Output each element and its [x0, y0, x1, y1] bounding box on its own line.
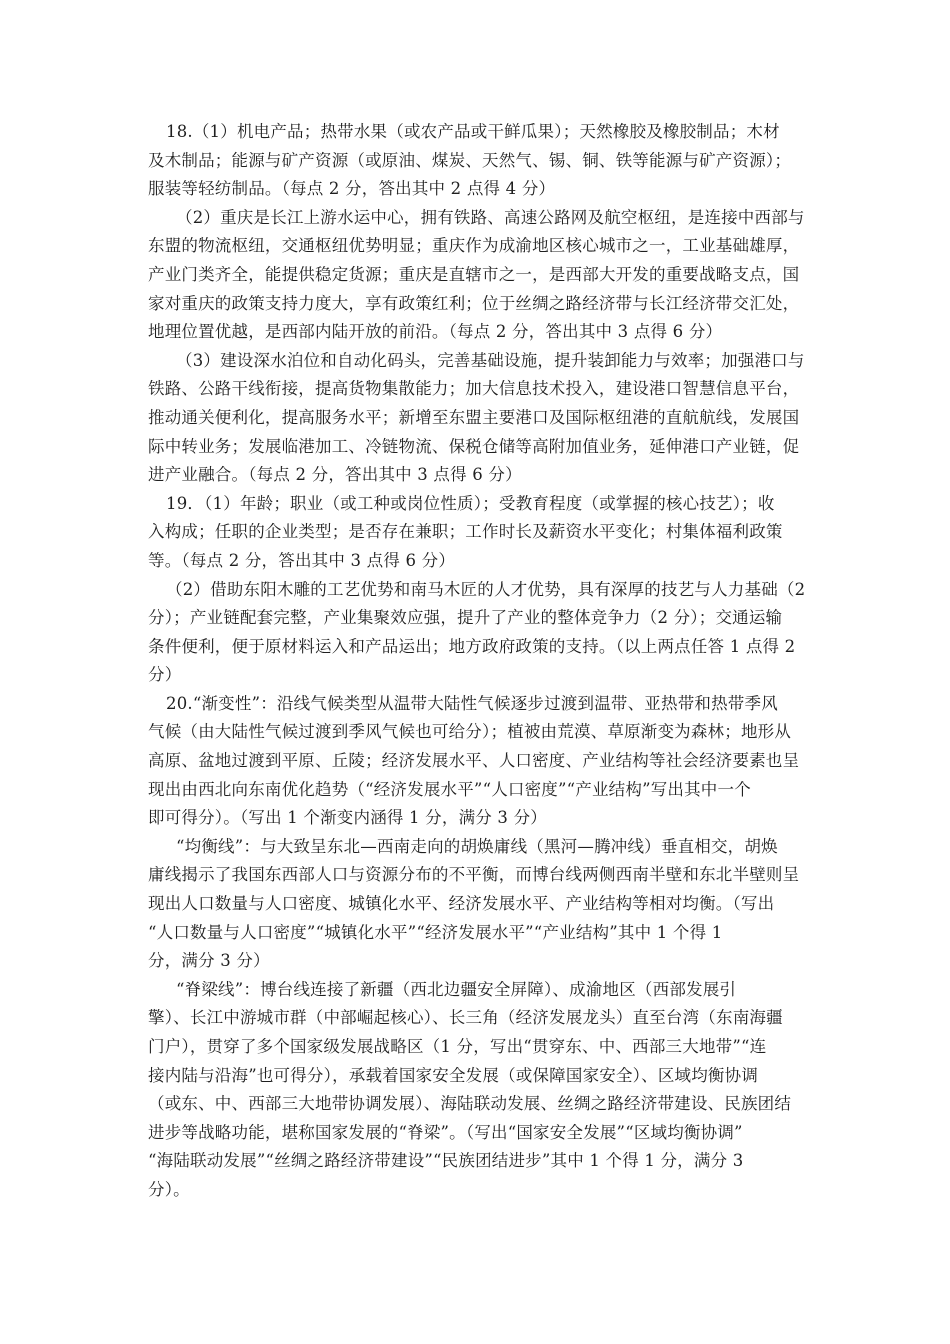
text-line: 18.（1）机电产品；热带水果（或农产品或干鲜瓜果）；天然橡胶及橡胶制品；木材: [166, 122, 780, 141]
text-line: 擎）、长江中游城市群（中部崛起核心）、长三角（经济发展龙头）直至台湾（东南海疆: [148, 1008, 783, 1028]
text-line: 及木制品；能源与矿产资源（或原油、煤炭、天然气、锡、铜、铁等能源与矿产资源）；: [148, 150, 792, 170]
text-line: 进产业融合。（每点 2 分，答出其中 3 点得 6 分）: [148, 465, 522, 485]
text-line: 19．（1）年龄；职业（或工种或岗位性质）；受教育程度（或掌握的核心技艺）；收: [166, 493, 775, 513]
text-line: 推动通关便利化，提高服务水平；新增至东盟主要港口及国际枢纽港的直航航线，发展国: [148, 407, 800, 427]
text-line: （2）重庆是长江上游水运中心，拥有铁路、高速公路网及航空枢纽，是连接中西部与: [176, 207, 805, 227]
text-line: “均衡线”：与大致呈东北—西南走向的胡焕庸线（黑河—腾冲线）垂直相交，胡焕: [176, 836, 778, 856]
text-line: 产业门类齐全，能提供稳定货源；重庆是直辖市之一，是西部大开发的重要战略支点，国: [148, 264, 800, 284]
text-line: 分）；产业链配套完整，产业集聚效应强，提升了产业的整体竞争力（2 分）；交通运输: [148, 608, 783, 628]
text-line: 铁路、公路干线衔接，提高货物集散能力；加大信息技术投入，建设港口智慧信息平台，: [148, 379, 800, 399]
text-line: 20.“渐变性”：沿线气候类型从温带大陆性气候逐步过渡到温带、亚热带和热带季风: [166, 693, 778, 713]
text-line: 服装等轻纺制品。（每点 2 分，答出其中 2 点得 4 分）: [148, 179, 556, 199]
text-line: 现出由西北向东南优化趋势（“经济发展水平”“人口密度”“产业结构”写出其中一个: [148, 779, 751, 799]
text-line: 气候（由大陆性气候过渡到季风气候也可给分）；植被由荒漠、草原渐变为森林；地形从: [148, 722, 792, 742]
text-line: 际中转业务；发展临港加工、冷链物流、保税仓储等高附加值业务，延伸港口产业链，促: [148, 436, 800, 456]
text-line: 庸线揭示了我国东西部人口与资源分布的不平衡，而博台线两侧西南半壁和东北半壁则呈: [148, 865, 800, 885]
text-line: “脊梁线”：博台线连接了新疆（西北边疆安全屏障）、成渝地区（西部发展引: [176, 979, 737, 999]
text-line: （3）建设深水泊位和自动化码头，完善基础设施，提升装卸能力与效率；加强港口与: [176, 350, 805, 370]
text-line: （2）借助东阳木雕的工艺优势和南马木匠的人才优势，具有深厚的技艺与人力基础（2: [166, 579, 806, 599]
text-line: （或东、中、西部三大地带协调发展）、海陆联动发展、丝绸之路经济带建设、民族团结: [148, 1094, 792, 1114]
text-line: 接内陆与沿海”也可得分），承载着国家安全发展（或保障国家安全）、区域均衡协调: [148, 1065, 759, 1085]
text-line: 东盟的物流枢纽，交通枢纽优势明显；重庆作为成渝地区核心城市之一，工业基础雄厚，: [148, 236, 800, 256]
text-line: 现出人口数量与人口密度、城镇化水平、经济发展水平、产业结构等相对均衡。（写出: [148, 894, 775, 914]
text-line: “人口数量与人口密度”“城镇化水平”“经济发展水平”“产业结构”其中 1 个得 1: [148, 922, 723, 942]
answer-text: [148, 118, 808, 1205]
text-line: 进步等战略功能，堪称国家发展的“脊梁”。（写出“国家安全发展”“区域均衡协调”: [148, 1122, 743, 1142]
text-line: 分）。: [148, 1179, 190, 1199]
text-line: 条件便利，便于原材料运入和产品运出；地方政府政策的支持。（以上两点任答 1 点得 2: [148, 636, 796, 656]
text-line: 即可得分）。（写出 1 个渐变内涵得 1 分，满分 3 分）: [148, 808, 547, 828]
text-line: 入构成；任职的企业类型；是否存在兼职；工作时长及薪资水平变化；村集体福利政策: [148, 522, 783, 542]
text-line: “海陆联动发展”“丝绸之路经济带建设”“民族团结进步”其中 1 个得 1 分，满分 3: [148, 1151, 744, 1171]
text-line: 分，满分 3 分）: [148, 951, 270, 971]
text-line: 地理位置优越，是西部内陆开放的前沿。（每点 2 分，答出其中 3 点得 6 分）: [148, 322, 723, 342]
text-line: 高原、盆地过渡到平原、丘陵；经济发展水平、人口密度、产业结构等社会经济要素也呈: [148, 751, 800, 771]
text-line: 等。（每点 2 分，答出其中 3 点得 6 分）: [148, 550, 456, 570]
text-line: 家对重庆的政策支持力度大，享有政策红利；位于丝绸之路经济带与长江经济带交汇处，: [148, 293, 800, 313]
text-line: 分）: [148, 665, 182, 685]
text-line: 门户），贯穿了多个国家级发展战略区（1 分，写出“贯穿东、中、西部三大地带”“连: [148, 1037, 767, 1056]
